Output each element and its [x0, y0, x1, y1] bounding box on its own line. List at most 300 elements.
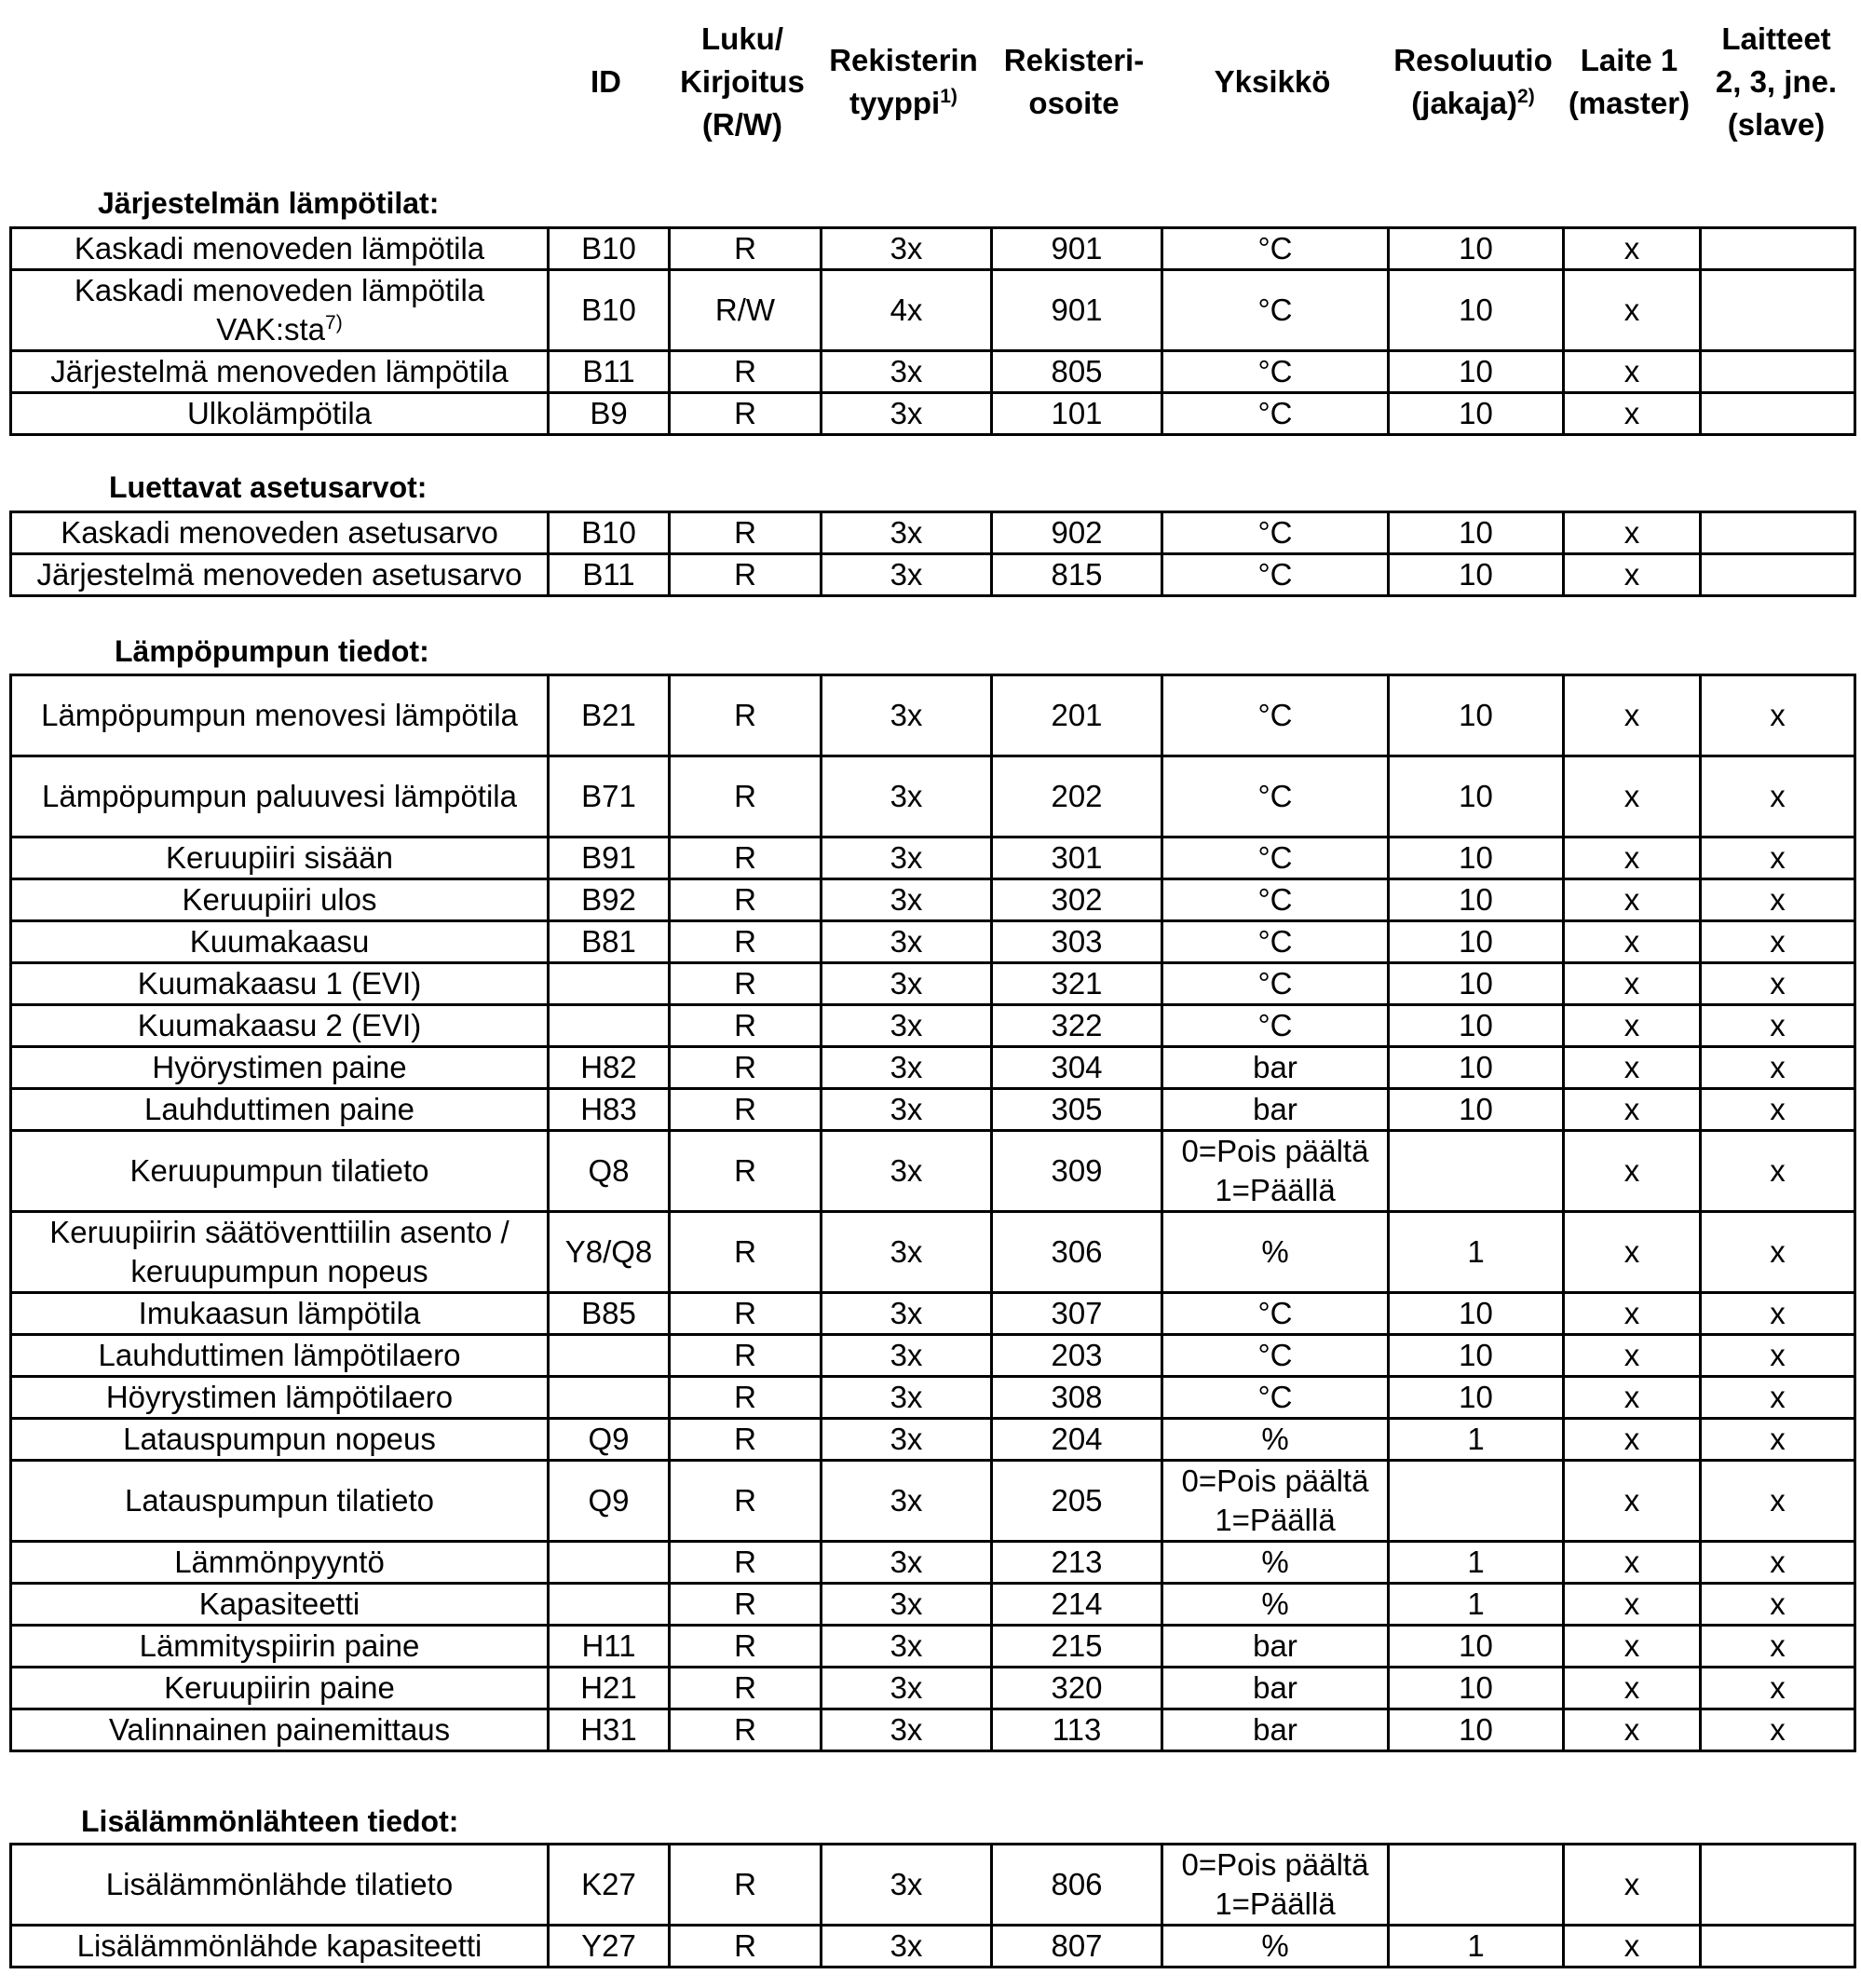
- cell-name: Kuumakaasu: [11, 921, 549, 963]
- cell-type: 3x: [822, 351, 992, 393]
- cell-unit: bar: [1162, 1668, 1389, 1709]
- cell-name: Keruupiirin säätöventtiilin asento / keruupumpun nopeus: [11, 1212, 549, 1293]
- section-title-heat-pump-data: Lämpöpumpun tiedot:: [115, 634, 429, 668]
- cell-res: 10: [1389, 228, 1564, 270]
- cell-name: Lämmityspiirin paine: [11, 1626, 549, 1668]
- cell-id: B9: [549, 393, 670, 435]
- cell-id: Q8: [549, 1131, 670, 1212]
- cell-dev2: [1701, 351, 1855, 393]
- header-register-type: Rekisterin tyyppi$^{1)}$: [829, 42, 978, 120]
- cell-name: Lämpöpumpun paluuvesi lämpötila: [11, 756, 549, 837]
- cell-type: 3x: [822, 1293, 992, 1335]
- cell-id: B10: [549, 228, 670, 270]
- cell-dev1: x: [1564, 1293, 1701, 1335]
- cell-unit: °C: [1162, 270, 1389, 351]
- cell-id: H83: [549, 1089, 670, 1131]
- cell-res: 1: [1389, 1542, 1564, 1584]
- cell-res: 10: [1389, 1626, 1564, 1668]
- table-row: [11, 1709, 1855, 1751]
- cell-dev2: [1701, 228, 1855, 270]
- cell-dev2: x: [1701, 675, 1855, 756]
- cell-unit: °C: [1162, 512, 1389, 554]
- cell-addr: 213: [992, 1542, 1162, 1584]
- cell-dev2: [1701, 393, 1855, 435]
- cell-type: 3x: [822, 1709, 992, 1751]
- table-heat-pump-data: [9, 674, 1856, 1752]
- cell-type: 3x: [822, 393, 992, 435]
- cell-unit: °C: [1162, 879, 1389, 921]
- cell-dev1: x: [1564, 1461, 1701, 1542]
- cell-res: 10: [1389, 554, 1564, 596]
- cell-dev1: x: [1564, 963, 1701, 1005]
- cell-rw: R/W: [670, 270, 822, 351]
- cell-addr: 203: [992, 1335, 1162, 1377]
- cell-dev2: x: [1701, 963, 1855, 1005]
- cell-addr: 308: [992, 1377, 1162, 1419]
- table-row: [11, 1293, 1855, 1335]
- cell-dev1: x: [1564, 1626, 1701, 1668]
- cell-type: 3x: [822, 1668, 992, 1709]
- cell-id: H11: [549, 1626, 670, 1668]
- cell-name: Valinnainen painemittaus: [11, 1709, 549, 1751]
- cell-rw: R: [670, 512, 822, 554]
- cell-addr: 113: [992, 1709, 1162, 1751]
- cell-unit: 0=Pois päältä 1=Päällä: [1162, 1845, 1389, 1926]
- cell-id: [549, 963, 670, 1005]
- cell-unit: °C: [1162, 554, 1389, 596]
- cell-dev1: x: [1564, 1377, 1701, 1419]
- column-header-row: [0, 0, 1861, 163]
- cell-dev2: x: [1701, 756, 1855, 837]
- cell-rw: R: [670, 1377, 822, 1419]
- cell-addr: 901: [992, 270, 1162, 351]
- cell-id: B11: [549, 554, 670, 596]
- cell-dev2: x: [1701, 1047, 1855, 1089]
- cell-type: 3x: [822, 1584, 992, 1626]
- cell-id: B10: [549, 512, 670, 554]
- table-row: [11, 1668, 1855, 1709]
- cell-dev1: x: [1564, 1845, 1701, 1926]
- cell-type: 3x: [822, 756, 992, 837]
- cell-rw: R: [670, 1212, 822, 1293]
- cell-name: Järjestelmä menoveden asetusarvo: [11, 554, 549, 596]
- cell-name: Kapasiteetti: [11, 1584, 549, 1626]
- cell-dev1: x: [1564, 1089, 1701, 1131]
- cell-type: 3x: [822, 837, 992, 879]
- cell-id: B71: [549, 756, 670, 837]
- header-unit: Yksikkö: [1214, 63, 1331, 99]
- cell-rw: R: [670, 1419, 822, 1461]
- header-devices-slave: Laitteet 2, 3, jne. (slave): [1715, 20, 1838, 142]
- table-row: [11, 393, 1855, 435]
- cell-id: [549, 1542, 670, 1584]
- cell-rw: R: [670, 1293, 822, 1335]
- table-row: [11, 1626, 1855, 1668]
- table-row: [11, 1542, 1855, 1584]
- cell-dev1: x: [1564, 1709, 1701, 1751]
- cell-type: 3x: [822, 1845, 992, 1926]
- cell-type: 3x: [822, 228, 992, 270]
- cell-type: 3x: [822, 554, 992, 596]
- cell-dev1: x: [1564, 1542, 1701, 1584]
- cell-type: 3x: [822, 1542, 992, 1584]
- cell-dev1: x: [1564, 1131, 1701, 1212]
- header-resolution: Resoluutio (jakaja)$^{2)}$: [1393, 42, 1553, 120]
- cell-dev2: x: [1701, 837, 1855, 879]
- cell-name: Kuumakaasu 1 (EVI): [11, 963, 549, 1005]
- cell-res: 1: [1389, 1926, 1564, 1968]
- cell-unit: %: [1162, 1419, 1389, 1461]
- cell-name: Lauhduttimen lämpötilaero: [11, 1335, 549, 1377]
- cell-unit: %: [1162, 1212, 1389, 1293]
- cell-unit: °C: [1162, 1377, 1389, 1419]
- cell-rw: R: [670, 921, 822, 963]
- cell-res: 10: [1389, 1709, 1564, 1751]
- cell-type: 3x: [822, 1131, 992, 1212]
- cell-id: Y27: [549, 1926, 670, 1968]
- cell-res: 10: [1389, 1047, 1564, 1089]
- cell-addr: 215: [992, 1626, 1162, 1668]
- cell-name: Kaskadi menoveden lämpötila: [11, 228, 549, 270]
- cell-unit: °C: [1162, 393, 1389, 435]
- cell-rw: R: [670, 1626, 822, 1668]
- cell-addr: 307: [992, 1293, 1162, 1335]
- cell-name: Kuumakaasu 2 (EVI): [11, 1005, 549, 1047]
- cell-dev1: x: [1564, 1212, 1701, 1293]
- table-row: [11, 1584, 1855, 1626]
- cell-res: 1: [1389, 1584, 1564, 1626]
- table-row: [11, 270, 1855, 351]
- table-row: [11, 1377, 1855, 1419]
- cell-name: Latauspumpun tilatieto: [11, 1461, 549, 1542]
- cell-addr: 214: [992, 1584, 1162, 1626]
- cell-dev1: x: [1564, 1419, 1701, 1461]
- cell-rw: R: [670, 554, 822, 596]
- table-row: [11, 554, 1855, 596]
- table-system-temperatures: [9, 226, 1856, 436]
- cell-rw: R: [670, 1668, 822, 1709]
- cell-name: Hyörystimen paine: [11, 1047, 549, 1089]
- cell-rw: R: [670, 393, 822, 435]
- cell-res: 1: [1389, 1419, 1564, 1461]
- cell-name: Keruupiiri sisään: [11, 837, 549, 879]
- cell-dev1: x: [1564, 1005, 1701, 1047]
- cell-addr: 901: [992, 228, 1162, 270]
- cell-addr: 807: [992, 1926, 1162, 1968]
- cell-type: 3x: [822, 675, 992, 756]
- cell-dev1: x: [1564, 1926, 1701, 1968]
- table-row: [11, 1926, 1855, 1968]
- header-read-write: Luku/ Kirjoitus (R/W): [680, 20, 805, 142]
- cell-unit: °C: [1162, 675, 1389, 756]
- cell-unit: 0=Pois päältä 1=Päällä: [1162, 1461, 1389, 1542]
- cell-rw: R: [670, 1542, 822, 1584]
- cell-res: 10: [1389, 963, 1564, 1005]
- cell-unit: °C: [1162, 351, 1389, 393]
- cell-type: 3x: [822, 1335, 992, 1377]
- cell-type: 3x: [822, 921, 992, 963]
- cell-id: B81: [549, 921, 670, 963]
- cell-addr: 302: [992, 879, 1162, 921]
- cell-name: Järjestelmä menoveden lämpötila: [11, 351, 549, 393]
- cell-id: [549, 1005, 670, 1047]
- cell-type: 3x: [822, 512, 992, 554]
- cell-dev1: x: [1564, 756, 1701, 837]
- cell-addr: 806: [992, 1845, 1162, 1926]
- cell-unit: bar: [1162, 1089, 1389, 1131]
- cell-res: [1389, 1131, 1564, 1212]
- cell-rw: R: [670, 1335, 822, 1377]
- table-row: [11, 1047, 1855, 1089]
- cell-id: H21: [549, 1668, 670, 1709]
- cell-unit: °C: [1162, 963, 1389, 1005]
- cell-dev1: x: [1564, 1335, 1701, 1377]
- cell-rw: R: [670, 1584, 822, 1626]
- cell-id: K27: [549, 1845, 670, 1926]
- cell-res: [1389, 1845, 1564, 1926]
- cell-dev1: x: [1564, 270, 1701, 351]
- cell-rw: R: [670, 756, 822, 837]
- cell-id: B92: [549, 879, 670, 921]
- cell-name: Keruupumpun tilatieto: [11, 1131, 549, 1212]
- cell-dev1: x: [1564, 921, 1701, 963]
- table-row: [11, 1131, 1855, 1212]
- cell-rw: R: [670, 837, 822, 879]
- cell-name: Lisälämmönlähde kapasiteetti: [11, 1926, 549, 1968]
- cell-res: 10: [1389, 1089, 1564, 1131]
- cell-id: B91: [549, 837, 670, 879]
- table-readable-setpoints: [9, 511, 1856, 597]
- cell-dev2: x: [1701, 1626, 1855, 1668]
- table-row: [11, 675, 1855, 756]
- cell-name: Höyrystimen lämpötilaero: [11, 1377, 549, 1419]
- cell-res: 1: [1389, 1212, 1564, 1293]
- cell-rw: R: [670, 879, 822, 921]
- cell-unit: bar: [1162, 1709, 1389, 1751]
- cell-dev2: x: [1701, 1584, 1855, 1626]
- cell-addr: 205: [992, 1461, 1162, 1542]
- cell-rw: R: [670, 1845, 822, 1926]
- cell-dev1: x: [1564, 1584, 1701, 1626]
- cell-dev1: x: [1564, 1668, 1701, 1709]
- cell-res: 10: [1389, 351, 1564, 393]
- cell-dev1: x: [1564, 512, 1701, 554]
- cell-res: 10: [1389, 879, 1564, 921]
- cell-dev2: x: [1701, 921, 1855, 963]
- cell-rw: R: [670, 1926, 822, 1968]
- cell-id: H82: [549, 1047, 670, 1089]
- cell-addr: 202: [992, 756, 1162, 837]
- cell-res: 10: [1389, 921, 1564, 963]
- cell-addr: 306: [992, 1212, 1162, 1293]
- cell-res: 10: [1389, 1005, 1564, 1047]
- table-row: [11, 756, 1855, 837]
- section-title-readable-setpoints: Luettavat asetusarvot:: [109, 470, 428, 504]
- cell-dev2: x: [1701, 1293, 1855, 1335]
- cell-id: H31: [549, 1709, 670, 1751]
- cell-type: 3x: [822, 1047, 992, 1089]
- cell-unit: °C: [1162, 837, 1389, 879]
- cell-addr: 902: [992, 512, 1162, 554]
- cell-addr: 320: [992, 1668, 1162, 1709]
- cell-dev1: x: [1564, 837, 1701, 879]
- cell-rw: R: [670, 228, 822, 270]
- cell-type: 4x: [822, 270, 992, 351]
- cell-rw: R: [670, 351, 822, 393]
- cell-unit: °C: [1162, 228, 1389, 270]
- cell-dev2: x: [1701, 1419, 1855, 1461]
- cell-name: Keruupiiri ulos: [11, 879, 549, 921]
- cell-rw: R: [670, 675, 822, 756]
- cell-type: 3x: [822, 879, 992, 921]
- cell-id: Q9: [549, 1419, 670, 1461]
- cell-type: 3x: [822, 1626, 992, 1668]
- cell-res: 10: [1389, 512, 1564, 554]
- cell-unit: bar: [1162, 1047, 1389, 1089]
- header-register-address: Rekisteri- osoite: [1003, 42, 1145, 120]
- cell-dev2: x: [1701, 1131, 1855, 1212]
- cell-rw: R: [670, 1709, 822, 1751]
- cell-res: [1389, 1461, 1564, 1542]
- cell-name: Imukaasun lämpötila: [11, 1293, 549, 1335]
- cell-dev2: x: [1701, 1709, 1855, 1751]
- header-device-1: Laite 1 (master): [1568, 42, 1691, 120]
- cell-id: Q9: [549, 1461, 670, 1542]
- cell-name: Kaskadi menoveden lämpötila VAK:sta$^{7)}$: [11, 270, 549, 351]
- cell-id: B10: [549, 270, 670, 351]
- cell-dev1: x: [1564, 228, 1701, 270]
- cell-type: 3x: [822, 1419, 992, 1461]
- table-row: [11, 1845, 1855, 1926]
- cell-dev2: x: [1701, 1377, 1855, 1419]
- cell-rw: R: [670, 963, 822, 1005]
- cell-rw: R: [670, 1461, 822, 1542]
- cell-dev2: x: [1701, 1461, 1855, 1542]
- cell-name: Ulkolämpötila: [11, 393, 549, 435]
- cell-unit: %: [1162, 1584, 1389, 1626]
- cell-res: 10: [1389, 1377, 1564, 1419]
- cell-unit: °C: [1162, 1005, 1389, 1047]
- cell-dev2: x: [1701, 1212, 1855, 1293]
- cell-res: 10: [1389, 393, 1564, 435]
- cell-addr: 301: [992, 837, 1162, 879]
- cell-name: Keruupiirin paine: [11, 1668, 549, 1709]
- cell-unit: %: [1162, 1542, 1389, 1584]
- cell-id: Y8/Q8: [549, 1212, 670, 1293]
- cell-dev2: [1701, 554, 1855, 596]
- cell-type: 3x: [822, 1461, 992, 1542]
- cell-res: 10: [1389, 756, 1564, 837]
- cell-addr: 101: [992, 393, 1162, 435]
- cell-addr: 309: [992, 1131, 1162, 1212]
- cell-dev2: [1701, 512, 1855, 554]
- cell-addr: 204: [992, 1419, 1162, 1461]
- cell-addr: 805: [992, 351, 1162, 393]
- cell-addr: 322: [992, 1005, 1162, 1047]
- table-auxiliary-heat-source: [9, 1843, 1856, 1968]
- cell-dev1: x: [1564, 675, 1701, 756]
- table-row: [11, 1005, 1855, 1047]
- cell-unit: 0=Pois päältä 1=Päällä: [1162, 1131, 1389, 1212]
- cell-dev1: x: [1564, 879, 1701, 921]
- cell-type: 3x: [822, 1089, 992, 1131]
- cell-unit: °C: [1162, 1335, 1389, 1377]
- table-row: [11, 512, 1855, 554]
- cell-type: 3x: [822, 1926, 992, 1968]
- cell-id: B85: [549, 1293, 670, 1335]
- cell-dev2: x: [1701, 1005, 1855, 1047]
- cell-id: [549, 1377, 670, 1419]
- header-id: ID: [591, 63, 621, 99]
- cell-unit: °C: [1162, 921, 1389, 963]
- cell-res: 10: [1389, 270, 1564, 351]
- cell-id: B21: [549, 675, 670, 756]
- cell-addr: 201: [992, 675, 1162, 756]
- cell-name: Kaskadi menoveden asetusarvo: [11, 512, 549, 554]
- cell-name: Lisälämmönlähde tilatieto: [11, 1845, 549, 1926]
- cell-res: 10: [1389, 837, 1564, 879]
- table-row: [11, 879, 1855, 921]
- cell-dev1: x: [1564, 554, 1701, 596]
- cell-rw: R: [670, 1089, 822, 1131]
- cell-id: B11: [549, 351, 670, 393]
- cell-addr: 321: [992, 963, 1162, 1005]
- cell-addr: 303: [992, 921, 1162, 963]
- table-row: [11, 837, 1855, 879]
- cell-id: [549, 1335, 670, 1377]
- table-row: [11, 1461, 1855, 1542]
- cell-type: 3x: [822, 1377, 992, 1419]
- cell-name: Lauhduttimen paine: [11, 1089, 549, 1131]
- section-title-system-temperatures: Järjestelmän lämpötilat:: [98, 186, 440, 220]
- table-row: [11, 1335, 1855, 1377]
- cell-dev2: x: [1701, 1668, 1855, 1709]
- cell-addr: 304: [992, 1047, 1162, 1089]
- cell-name: Latauspumpun nopeus: [11, 1419, 549, 1461]
- table-row: [11, 1212, 1855, 1293]
- table-row: [11, 1089, 1855, 1131]
- table-row: [11, 228, 1855, 270]
- table-row: [11, 963, 1855, 1005]
- cell-unit: bar: [1162, 1626, 1389, 1668]
- cell-unit: °C: [1162, 1293, 1389, 1335]
- cell-res: 10: [1389, 675, 1564, 756]
- cell-name: Lämpöpumpun menovesi lämpötila: [11, 675, 549, 756]
- cell-dev2: x: [1701, 879, 1855, 921]
- cell-dev2: [1701, 1926, 1855, 1968]
- table-row: [11, 1419, 1855, 1461]
- cell-rw: R: [670, 1047, 822, 1089]
- cell-res: 10: [1389, 1293, 1564, 1335]
- cell-type: 3x: [822, 1212, 992, 1293]
- cell-unit: %: [1162, 1926, 1389, 1968]
- cell-rw: R: [670, 1131, 822, 1212]
- cell-dev2: [1701, 270, 1855, 351]
- cell-dev1: x: [1564, 351, 1701, 393]
- cell-res: 10: [1389, 1335, 1564, 1377]
- section-title-auxiliary-heat-source: Lisälämmönlähteen tiedot:: [81, 1804, 459, 1838]
- cell-type: 3x: [822, 963, 992, 1005]
- cell-dev2: x: [1701, 1542, 1855, 1584]
- cell-addr: 305: [992, 1089, 1162, 1131]
- cell-res: 10: [1389, 1668, 1564, 1709]
- cell-addr: 815: [992, 554, 1162, 596]
- cell-dev2: [1701, 1845, 1855, 1926]
- cell-dev1: x: [1564, 1047, 1701, 1089]
- cell-id: [549, 1584, 670, 1626]
- cell-name: Lämmönpyyntö: [11, 1542, 549, 1584]
- cell-rw: R: [670, 1005, 822, 1047]
